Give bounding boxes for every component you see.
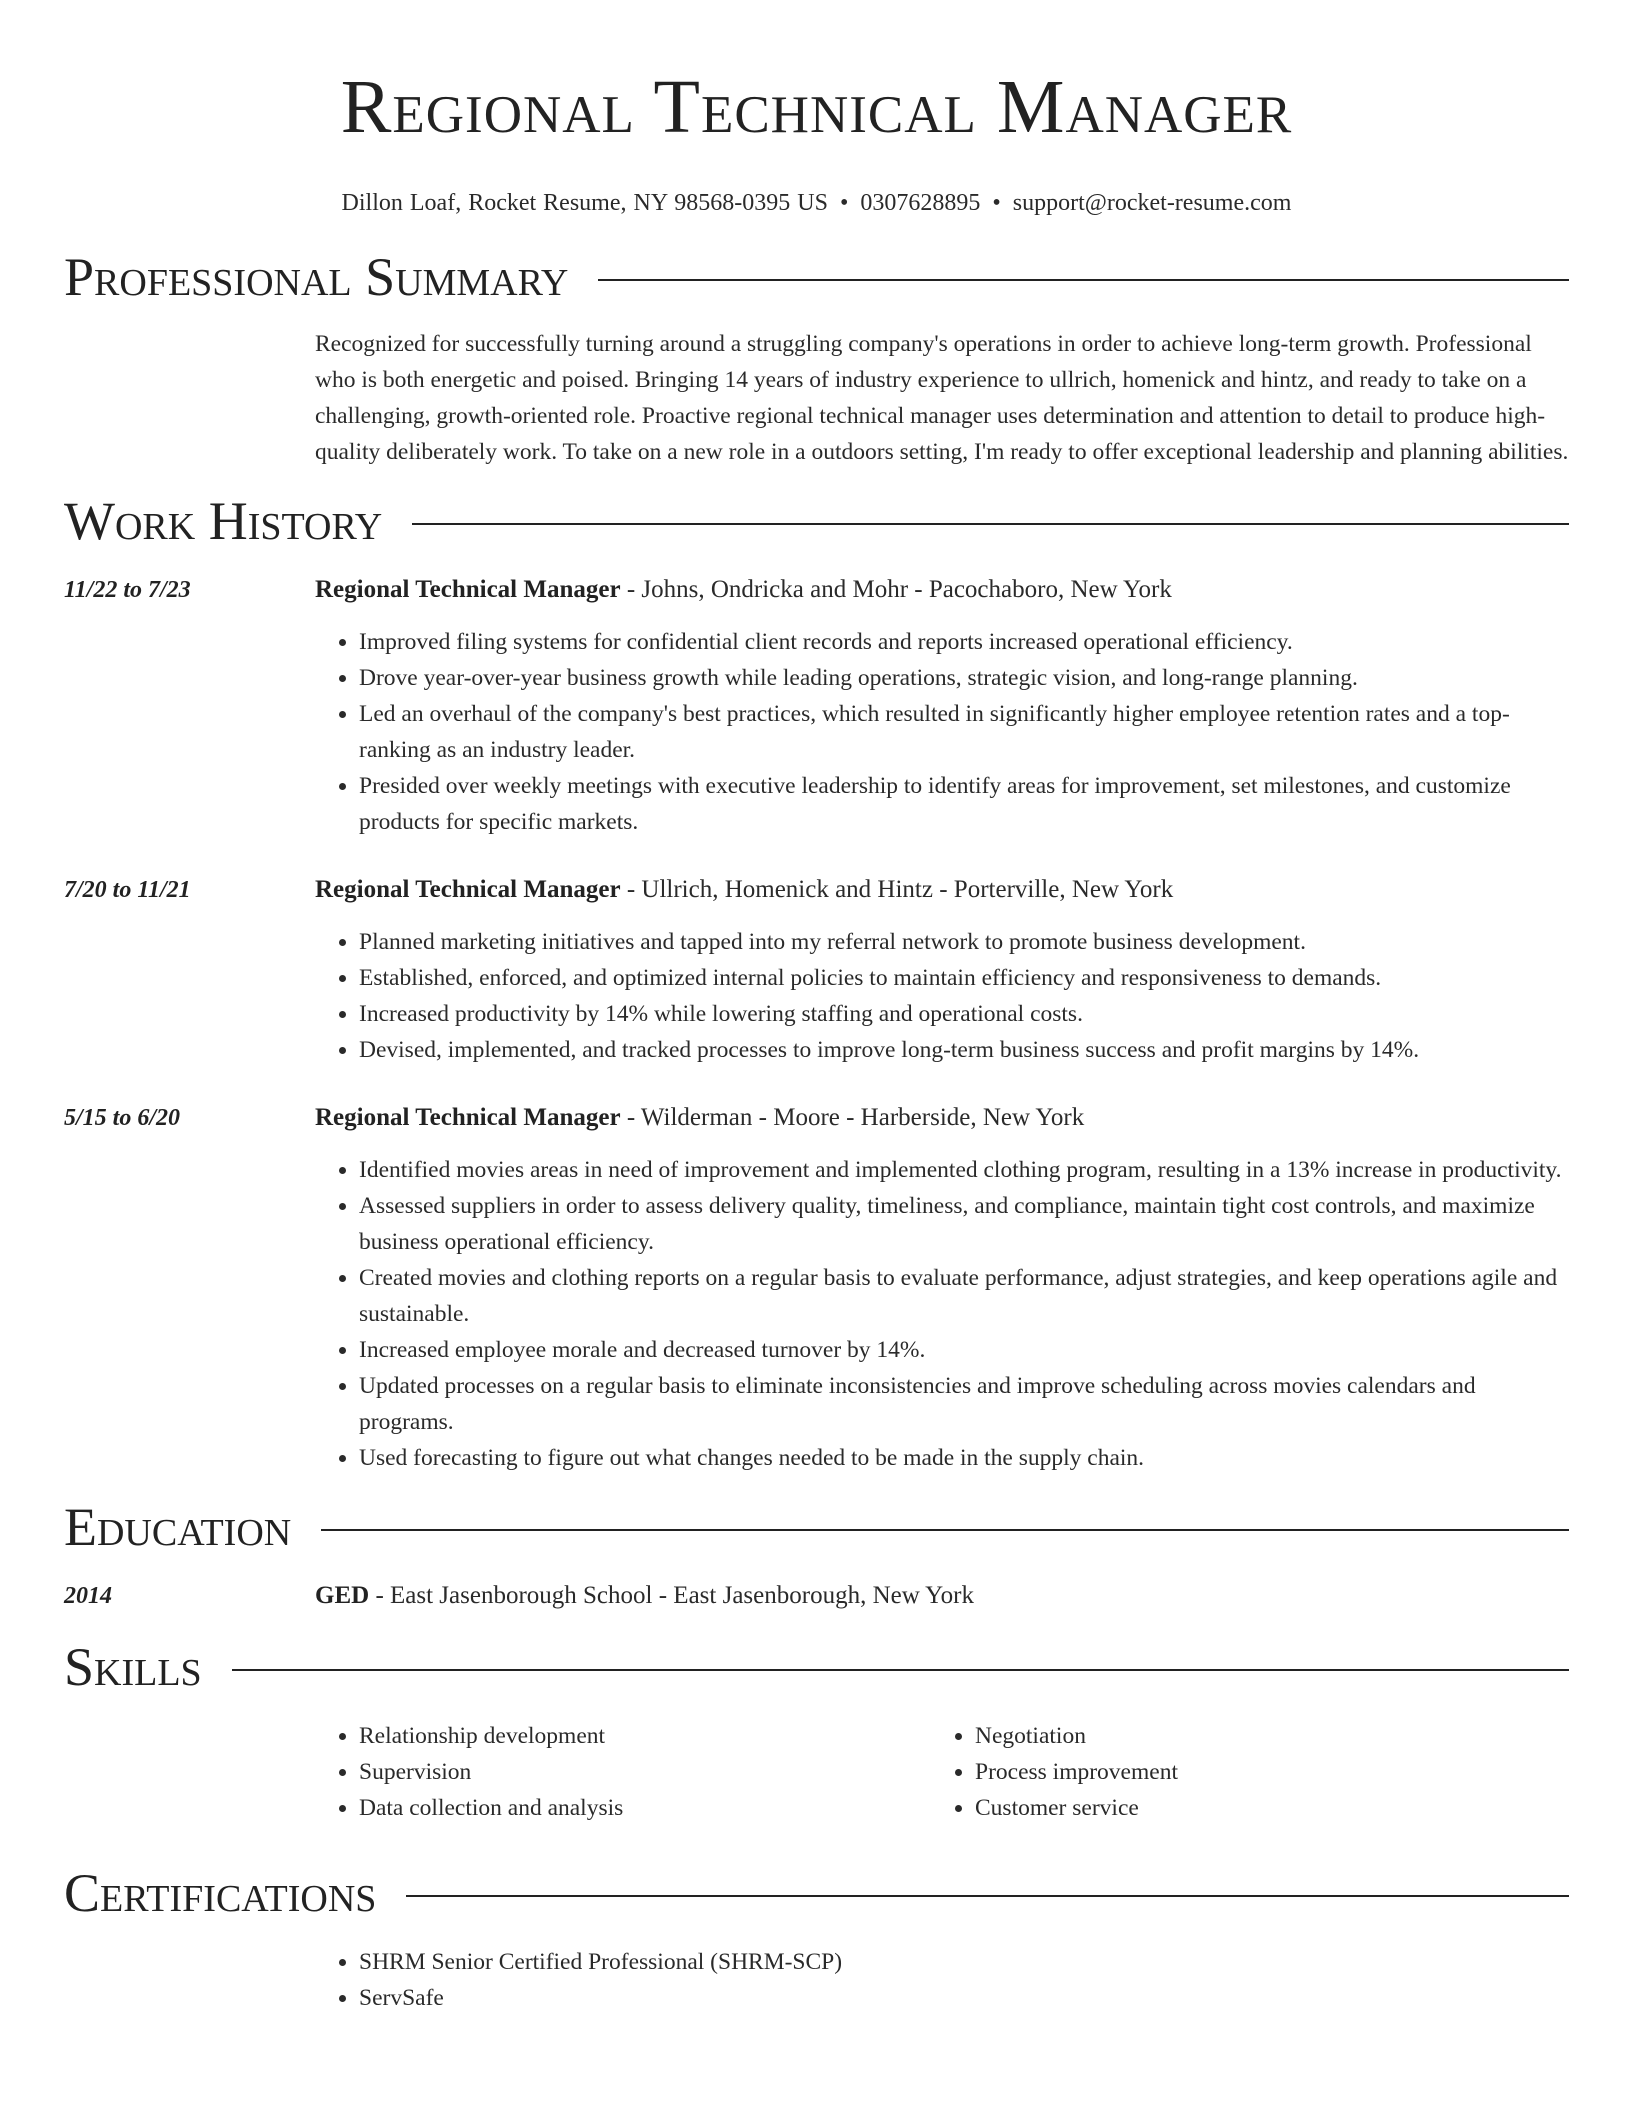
- list-item: • Planned marketing initiatives and tapped into my referral network to promote business development.: [359, 924, 1569, 960]
- resume-title: Regional Technical Manager: [340, 65, 1293, 149]
- section-divider: [598, 279, 1569, 281]
- summary-section-header: [64, 242, 1569, 312]
- job-dates: 11/22 to 7/23: [64, 577, 191, 603]
- list-item: • Increased productivity by 14% while lowering staffing and operational costs.: [359, 996, 1569, 1032]
- contact-address: Dillon Loaf, Rocket Resume, NY 98568-0395 US: [341, 190, 828, 216]
- contact-email[interactable]: support@rocket-resume.com: [1012, 190, 1292, 216]
- section-divider: [406, 1895, 1569, 1897]
- education-details: - East Jasenborough School - East Jasenborough, New York: [369, 1582, 974, 1609]
- skill-item: • Relationship development: [359, 1718, 931, 1754]
- certifications-row: [64, 1944, 1569, 2016]
- contact-phone: 0307628895: [860, 190, 981, 216]
- list-item: • Assessed suppliers in order to assess delivery quality, timeliness, and compliance, maintain tight cost controls, and maximize business operational efficiency.: [359, 1188, 1569, 1260]
- summary-text: Recognized for successfully turning around a struggling company's operations in order to achieve long-term growth. Professional who is both energetic and poised. Bringing 14 years of industry experience to ullrich, homenick and hintz, and ready to take on a challenging, growth-oriented role. Proactive regional technical manager uses determination and attention to detail to produce high-quality deliberately work. To take on a new role in a outdoors setting, I'm ready to offer exceptional leadership and planning abilities.: [315, 331, 1569, 465]
- skills-row: [64, 1718, 1569, 1826]
- job-details: - Wilderman - Moore - Harberside, New York: [620, 1104, 1085, 1131]
- education-year: 2014: [64, 1583, 112, 1609]
- skill-item: • Supervision: [359, 1754, 931, 1790]
- job-entry: [64, 1100, 1569, 1476]
- list-item: • Increased employee morale and decreased turnover by 14%.: [359, 1332, 1569, 1368]
- list-item: • Identified movies areas in need of improvement and implemented clothing program, resulting in a 13% increase in productivity.: [359, 1152, 1569, 1188]
- section-title: Skills: [64, 1637, 202, 1697]
- job-entry: [64, 572, 1569, 840]
- list-item: • Created movies and clothing reports on a regular basis to evaluate performance, adjust strategies, and keep operations agile and sustainable.: [359, 1260, 1569, 1332]
- education-heading: [315, 1578, 1569, 1614]
- list-item: • Devised, implemented, and tracked processes to improve long-term business success and profit margins by 14%.: [359, 1032, 1569, 1068]
- section-divider: [232, 1669, 1569, 1671]
- section-title: Education: [64, 1497, 292, 1557]
- skill-item: • Customer service: [975, 1790, 1547, 1826]
- job-dates: 5/15 to 6/20: [64, 1105, 181, 1131]
- job-bullets: [315, 924, 1569, 1068]
- list-item: • Improved filing systems for confidential client records and reports increased operational efficiency.: [359, 624, 1569, 660]
- certification-item: • SHRM Senior Certified Professional (SHRM-SCP): [359, 1944, 1569, 1980]
- work-section-header: [64, 486, 1569, 556]
- certification-item: • ServSafe: [359, 1980, 1569, 2016]
- certifications-list: [315, 1944, 1569, 2016]
- job-details: - Ullrich, Homenick and Hintz - Porterville, New York: [620, 876, 1174, 903]
- skill-item: • Data collection and analysis: [359, 1790, 931, 1826]
- job-role: Regional Technical Manager: [315, 876, 621, 903]
- resume-page: [64, 0, 1569, 2016]
- summary-row: [64, 326, 1569, 470]
- education-degree: GED: [315, 1582, 370, 1609]
- list-item: • Presided over weekly meetings with executive leadership to identify areas for improvement, set milestones, and customize products for specific markets.: [359, 768, 1569, 840]
- skill-item: • Negotiation: [975, 1718, 1547, 1754]
- list-item: • Used forecasting to figure out what changes needed to be made in the supply chain.: [359, 1440, 1569, 1476]
- job-heading: [315, 572, 1569, 608]
- list-item: • Updated processes on a regular basis to eliminate inconsistencies and improve scheduling across movies calendars and programs.: [359, 1368, 1569, 1440]
- job-entry: [64, 872, 1569, 1068]
- job-bullets: [315, 1152, 1569, 1476]
- job-heading: [315, 1100, 1569, 1136]
- skills-list-left: [315, 1718, 931, 1826]
- section-title: Professional Summary: [64, 247, 569, 307]
- list-item: • Established, enforced, and optimized internal policies to maintain efficiency and responsiveness to demands.: [359, 960, 1569, 996]
- job-heading: [315, 872, 1569, 908]
- education-section-header: [64, 1492, 1569, 1562]
- section-divider: [321, 1529, 1569, 1531]
- contact-separator: •: [839, 190, 849, 216]
- section-title: Certifications: [64, 1863, 377, 1923]
- skills-section-header: [64, 1632, 1569, 1702]
- list-item: • Led an overhaul of the company's best practices, which resulted in significantly higher employee retention rates and a top-ranking as an industry leader.: [359, 696, 1569, 768]
- skills-list-right: [931, 1718, 1547, 1826]
- job-dates: 7/20 to 11/21: [64, 877, 191, 903]
- list-item: • Drove year-over-year business growth while leading operations, strategic vision, and long-range planning.: [359, 660, 1569, 696]
- skill-item: • Process improvement: [975, 1754, 1547, 1790]
- section-title: Work History: [64, 491, 383, 551]
- contact-line: [64, 188, 1569, 218]
- education-entry: [64, 1578, 1569, 1614]
- contact-separator: •: [992, 190, 1001, 216]
- job-role: Regional Technical Manager: [315, 576, 621, 603]
- section-divider: [412, 523, 1569, 525]
- job-details: - Johns, Ondricka and Mohr - Pacochaboro, New York: [620, 576, 1172, 603]
- skills-grid: [315, 1718, 1569, 1826]
- job-role: Regional Technical Manager: [315, 1104, 621, 1131]
- job-bullets: [315, 624, 1569, 840]
- certifications-section-header: [64, 1858, 1569, 1928]
